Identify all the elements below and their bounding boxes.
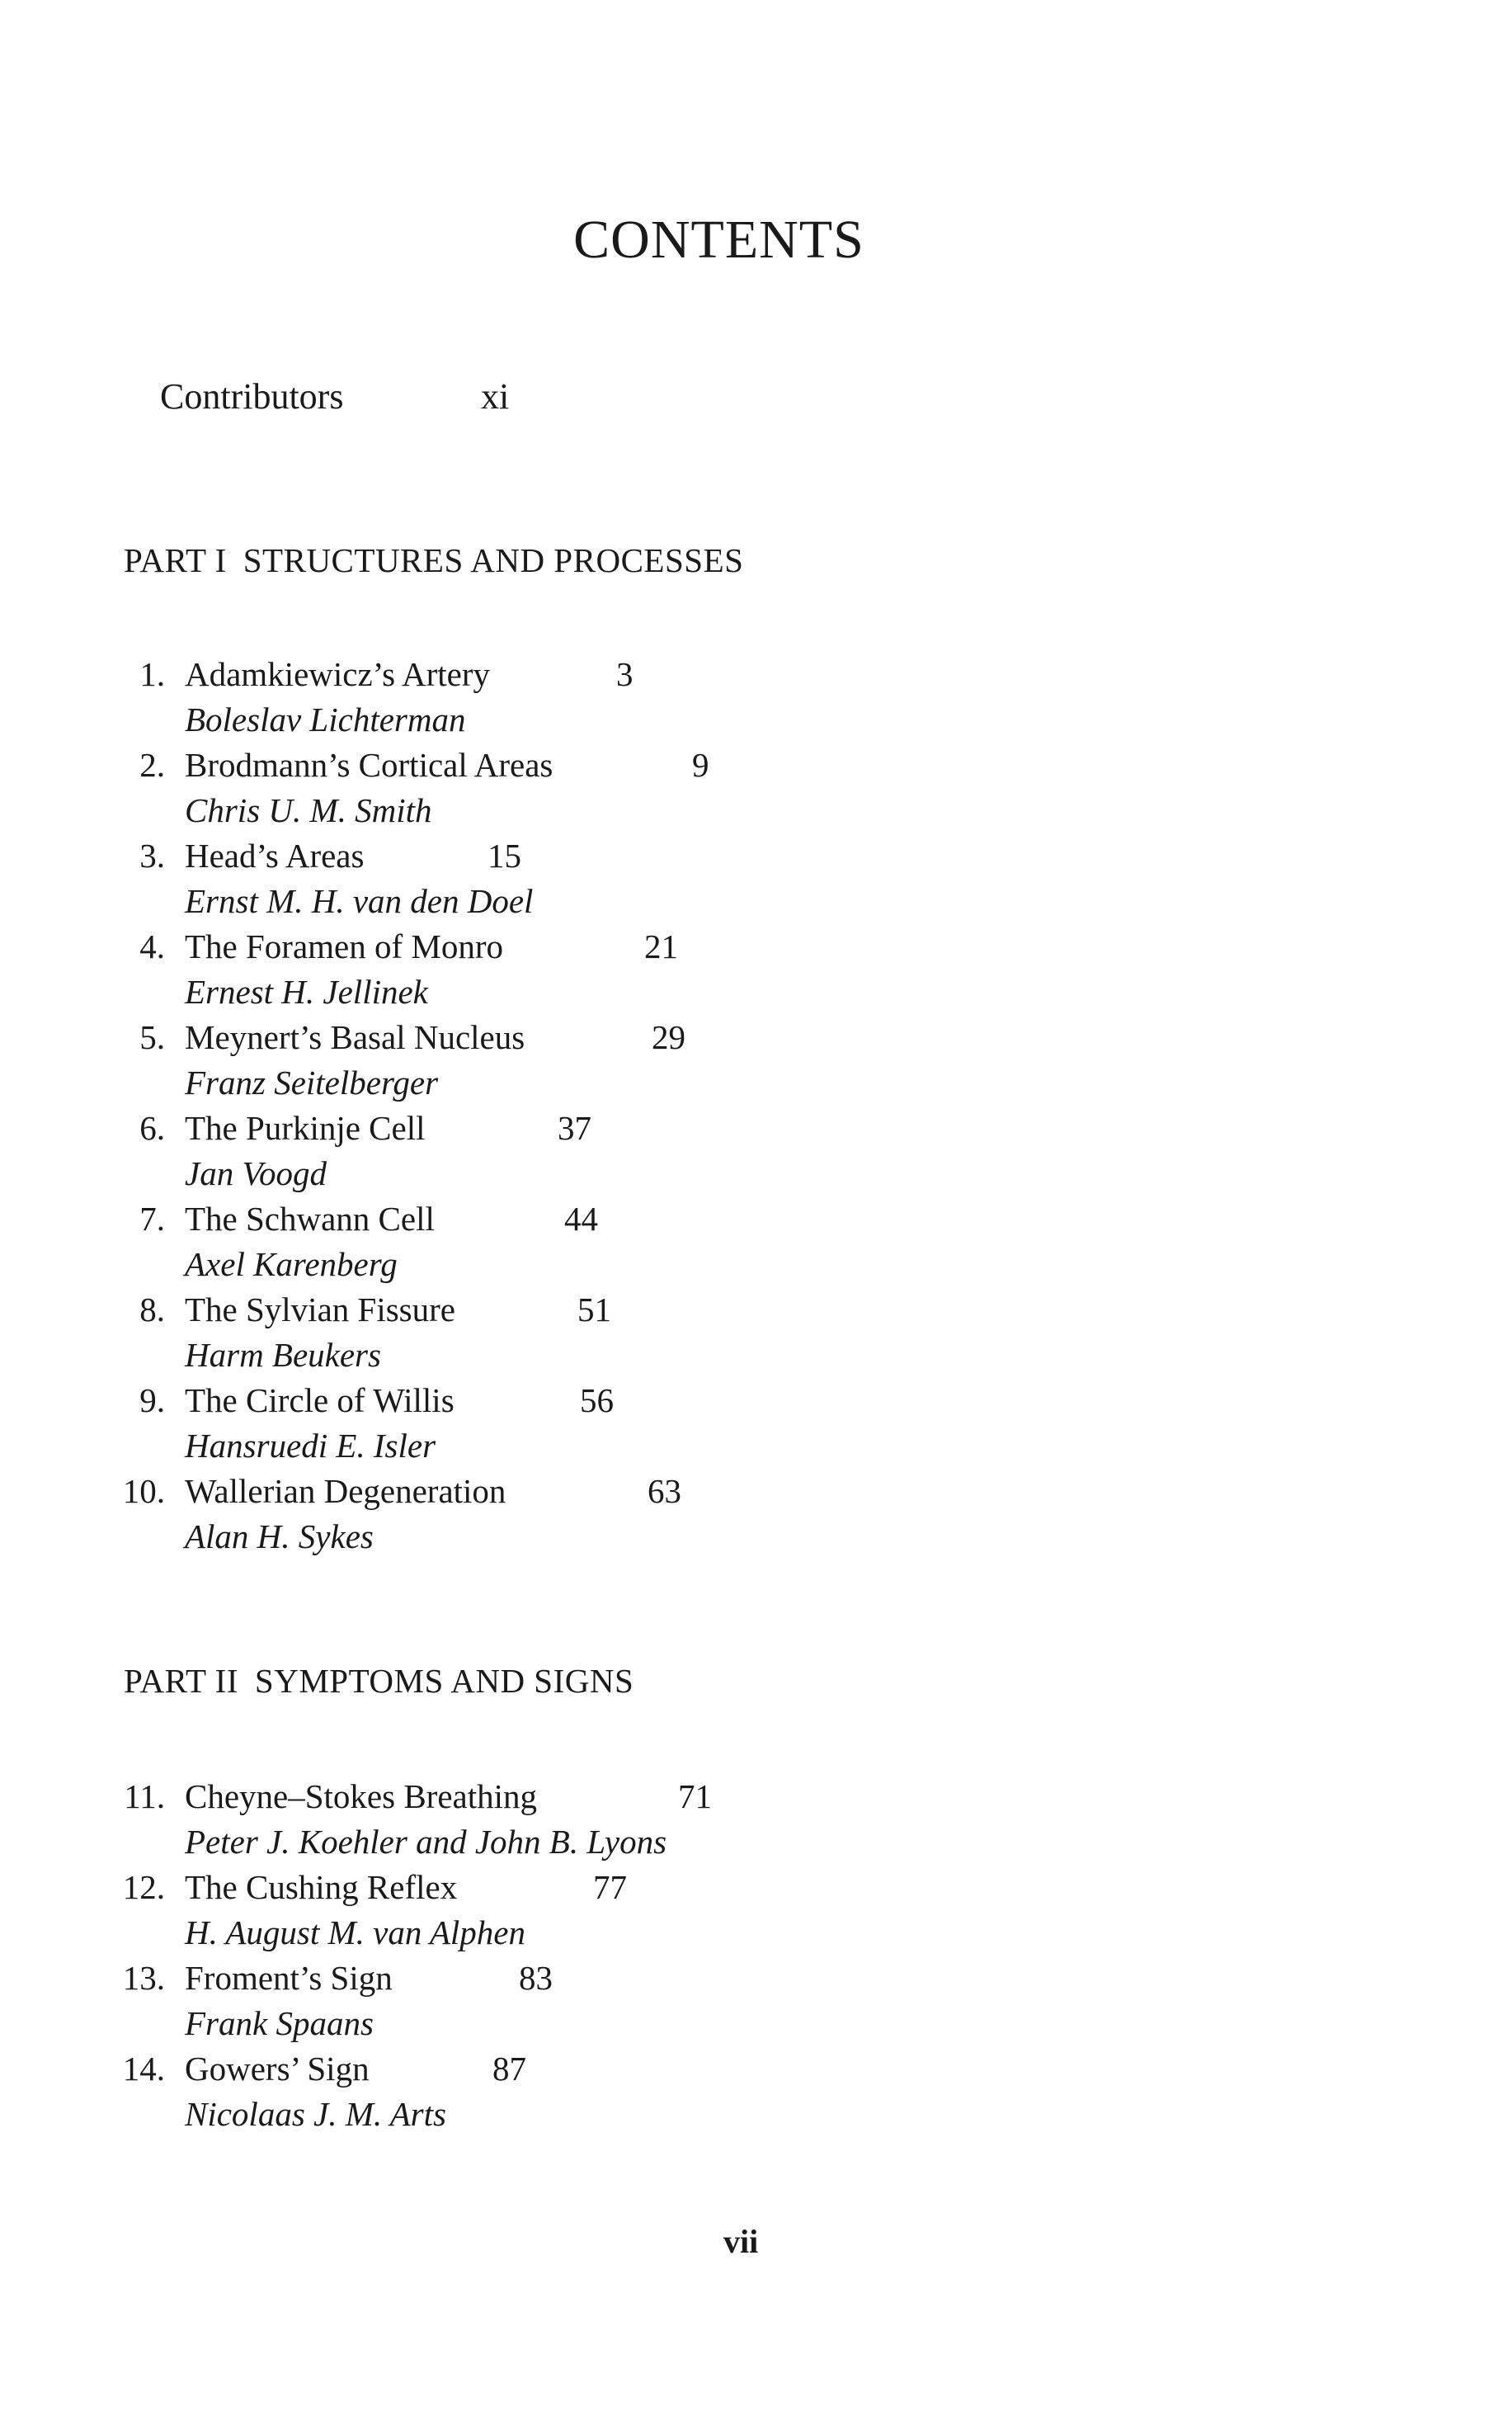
toc-entry[interactable] bbox=[0, 1015, 1512, 1106]
part-title: SYMPTOMS AND SIGNS bbox=[254, 1662, 634, 1700]
toc-entry[interactable] bbox=[0, 2046, 1512, 2137]
chapter-author: Nicolaas J. M. Arts bbox=[185, 2095, 446, 2133]
chapter-title: The Circle of Willis bbox=[185, 1381, 455, 1419]
chapter-page: 63 bbox=[648, 1472, 681, 1510]
chapter-page: 21 bbox=[644, 927, 678, 965]
toc-entry[interactable] bbox=[0, 1956, 1512, 2046]
toc-entry[interactable] bbox=[0, 1196, 1512, 1287]
part-title: STRUCTURES AND PROCESSES bbox=[243, 541, 744, 579]
toc-entry[interactable] bbox=[0, 1106, 1512, 1196]
chapter-number: 7. bbox=[139, 1200, 165, 1238]
toc-entry[interactable] bbox=[0, 924, 1512, 1015]
chapter-title: The Purkinje Cell bbox=[185, 1109, 426, 1147]
chapter-title: Adamkiewicz’s Artery bbox=[185, 655, 491, 693]
chapter-page: 9 bbox=[692, 746, 709, 784]
chapter-author: Peter J. Koehler and John B. Lyons bbox=[185, 1823, 667, 1861]
chapter-author: Ernst M. H. van den Doel bbox=[185, 882, 534, 920]
chapter-number: 10. bbox=[122, 1472, 165, 1510]
chapter-title: Gowers’ Sign bbox=[185, 2050, 370, 2088]
chapter-title: Meynert’s Basal Nucleus bbox=[185, 1018, 525, 1056]
part-heading bbox=[124, 1661, 634, 1701]
chapter-number: 11. bbox=[124, 1777, 165, 1815]
chapter-title: Brodmann’s Cortical Areas bbox=[185, 746, 553, 784]
contributors-page: xi bbox=[481, 376, 510, 417]
chapter-number: 3. bbox=[139, 837, 165, 875]
chapter-author: Alan H. Sykes bbox=[185, 1517, 374, 1555]
chapter-title: Wallerian Degeneration bbox=[185, 1472, 506, 1510]
chapter-page: 56 bbox=[580, 1381, 614, 1419]
chapter-author: Frank Spaans bbox=[185, 2004, 374, 2042]
chapter-title: The Sylvian Fissure bbox=[185, 1290, 455, 1328]
chapter-title: Cheyne–Stokes Breathing bbox=[185, 1777, 538, 1815]
contributors-label: Contributors bbox=[160, 376, 344, 417]
toc-entry[interactable] bbox=[0, 1287, 1512, 1378]
page-title: CONTENTS bbox=[573, 210, 864, 270]
chapter-number: 6. bbox=[139, 1109, 165, 1147]
toc-entry[interactable] bbox=[0, 1774, 1512, 1865]
chapter-number: 12. bbox=[122, 1868, 165, 1906]
chapter-page: 77 bbox=[593, 1868, 627, 1906]
chapter-author: H. August M. van Alphen bbox=[185, 1913, 526, 1951]
chapter-number: 2. bbox=[139, 746, 165, 784]
part-label: PART II bbox=[124, 1662, 238, 1700]
chapter-title: The Cushing Reflex bbox=[185, 1868, 458, 1906]
chapter-author: Hansruedi E. Isler bbox=[185, 1427, 436, 1465]
chapter-page: 37 bbox=[558, 1109, 591, 1147]
chapter-title: The Foramen of Monro bbox=[185, 927, 503, 965]
chapter-number: 5. bbox=[139, 1018, 165, 1056]
chapter-number: 1. bbox=[139, 655, 165, 693]
toc-entry[interactable] bbox=[0, 743, 1512, 833]
chapter-number: 14. bbox=[122, 2050, 165, 2088]
chapter-page: 29 bbox=[652, 1018, 685, 1056]
chapter-author: Jan Voogd bbox=[185, 1154, 327, 1192]
chapter-number: 8. bbox=[139, 1290, 165, 1328]
chapter-number: 9. bbox=[139, 1381, 165, 1419]
part-label: PART I bbox=[124, 541, 227, 579]
chapter-title: The Schwann Cell bbox=[185, 1200, 435, 1238]
chapter-author: Harm Beukers bbox=[185, 1336, 381, 1374]
chapter-page: 83 bbox=[519, 1959, 553, 1997]
toc-entry[interactable] bbox=[0, 1469, 1512, 1559]
toc-entry[interactable] bbox=[0, 1865, 1512, 1956]
chapter-page: 51 bbox=[577, 1290, 611, 1328]
chapter-page: 3 bbox=[616, 655, 634, 693]
chapter-title: Head’s Areas bbox=[185, 837, 365, 875]
chapter-page: 87 bbox=[492, 2050, 526, 2088]
toc-entry[interactable] bbox=[0, 652, 1512, 743]
chapter-title: Froment’s Sign bbox=[185, 1959, 393, 1997]
toc-entry[interactable] bbox=[0, 1378, 1512, 1469]
page-number: vii bbox=[723, 2223, 759, 2260]
chapter-author: Chris U. M. Smith bbox=[185, 791, 432, 829]
chapter-number: 4. bbox=[139, 927, 165, 965]
chapter-author: Franz Seitelberger bbox=[185, 1064, 439, 1102]
chapter-page: 44 bbox=[564, 1200, 598, 1238]
chapter-page: 71 bbox=[678, 1777, 712, 1815]
chapter-author: Boleslav Lichterman bbox=[185, 701, 466, 738]
chapter-author: Axel Karenberg bbox=[185, 1245, 398, 1283]
chapter-number: 13. bbox=[122, 1959, 165, 1997]
chapter-author: Ernest H. Jellinek bbox=[185, 973, 428, 1011]
chapter-page: 15 bbox=[488, 837, 521, 875]
part-heading bbox=[124, 540, 743, 581]
contributors-entry[interactable] bbox=[160, 375, 510, 419]
toc-entry[interactable] bbox=[0, 833, 1512, 924]
